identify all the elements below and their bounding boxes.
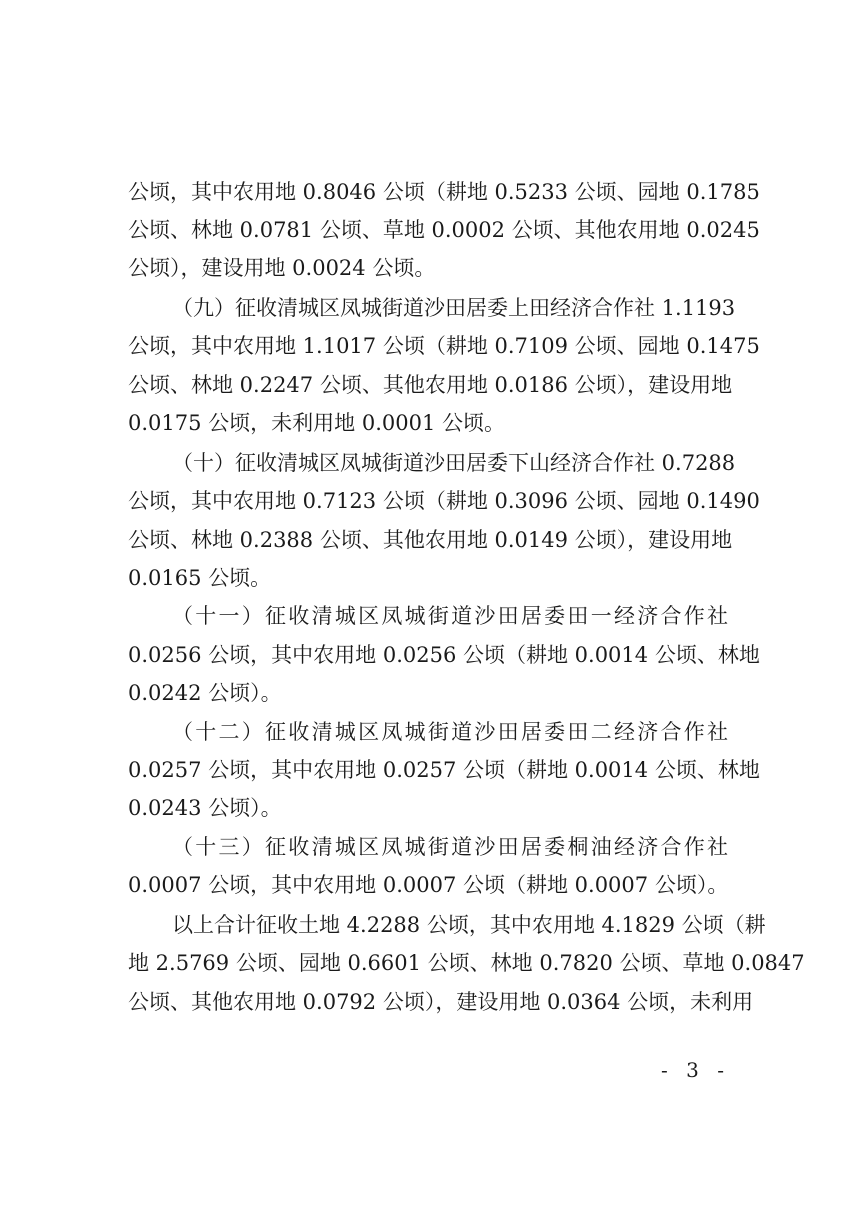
text-line: 公顷、林地 0.2247 公顷、其他农用地 0.0186 公顷），建设用地 xyxy=(128,373,733,397)
text-line: 公顷、其他农用地 0.0792 公顷），建设用地 0.0364 公顷，未利用 xyxy=(128,990,754,1014)
text-line: 公顷），建设用地 0.0024 公顷。 xyxy=(128,256,436,280)
text-line: 0.0257 公顷，其中农用地 0.0257 公顷（耕地 0.0014 公顷、林地 xyxy=(128,758,760,782)
paragraph-twelve-start: （十二）征收清城区凤城街道沙田居委田二经济合作社 xyxy=(172,720,728,744)
text-line: 0.0242 公顷）。 xyxy=(128,681,282,705)
paragraph-nine-start: （九）征收清城区凤城街道沙田居委上田经济合作社 1.1193 xyxy=(172,296,736,320)
text-line: 0.0165 公顷。 xyxy=(128,566,272,590)
text-line: 公顷、林地 0.0781 公顷、草地 0.0002 公顷、其他农用地 0.0245 xyxy=(128,218,760,242)
text-line: 公顷、林地 0.2388 公顷、其他农用地 0.0149 公顷），建设用地 xyxy=(128,528,733,552)
text-line: 公顷，其中农用地 0.8046 公顷（耕地 0.5233 公顷、园地 0.1785 xyxy=(128,180,760,204)
paragraph-total-start: 以上合计征收土地 4.2288 公顷，其中农用地 4.1829 公顷（耕 xyxy=(172,913,766,937)
paragraph-thirteen-start: （十三）征收清城区凤城街道沙田居委桐油经济合作社 xyxy=(172,835,728,859)
text-line: 0.0007 公顷，其中农用地 0.0007 公顷（耕地 0.0007 公顷）。 xyxy=(128,873,729,897)
text-line: 0.0175 公顷，未利用地 0.0001 公顷。 xyxy=(128,411,505,435)
page-number: - 3 - xyxy=(661,1058,730,1082)
paragraph-ten-start: （十）征收清城区凤城街道沙田居委下山经济合作社 0.7288 xyxy=(172,451,736,475)
text-line: 公顷，其中农用地 1.1017 公顷（耕地 0.7109 公顷、园地 0.1475 xyxy=(128,334,760,358)
text-line: 0.0256 公顷，其中农用地 0.0256 公顷（耕地 0.0014 公顷、林地 xyxy=(128,643,760,667)
text-line: 公顷，其中农用地 0.7123 公顷（耕地 0.3096 公顷、园地 0.1490 xyxy=(128,489,760,513)
text-line: 0.0243 公顷）。 xyxy=(128,796,282,820)
text-line: 地 2.5769 公顷、园地 0.6601 公顷、林地 0.7820 公顷、草地 0.0847 xyxy=(128,951,805,975)
paragraph-eleven-start: （十一）征收清城区凤城街道沙田居委田一经济合作社 xyxy=(172,604,728,628)
